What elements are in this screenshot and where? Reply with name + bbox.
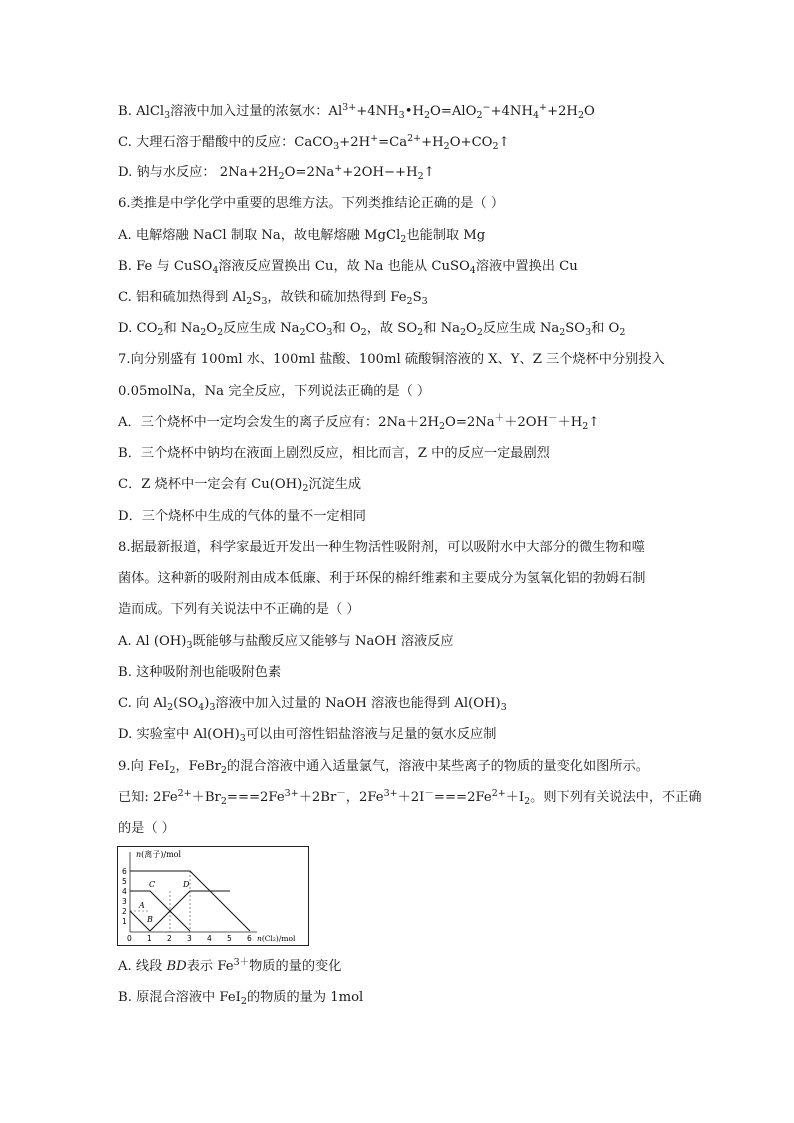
q7-option-c: C．Z 烧杯中一定会有 $Cu(OH)_2$沉淀生成 — [118, 477, 362, 494]
x-axis-label: n(Cl₂)/mol — [257, 934, 296, 943]
q9-stem-line3: 的是（ ） — [118, 821, 175, 836]
q5-option-b: B. AlCl$_3$溶液中加入过量的浓氨水：$Al^{3+}+4NH_3•H_2O=AlO_2^-+4NH_4^++2H_2O$ — [118, 102, 595, 121]
q8-option-c: C. 向 $Al_2(SO_4)_3$溶液中加入过量的 NaOH 溶液也能得到 $Al(OH)_3$ — [118, 696, 507, 713]
y-tick: 1 — [122, 917, 127, 926]
y-tick: 5 — [122, 877, 127, 886]
ion-amount-graph — [117, 846, 309, 946]
point-b-label: B — [147, 915, 153, 924]
q8-option-a: A. Al $(OH)_3$既能够与盐酸反应又能够与 NaOH 溶液反应 — [118, 634, 454, 651]
y-tick: 4 — [122, 887, 127, 896]
y-tick: 3 — [122, 897, 127, 906]
y-axis-label: n(离子)/mol — [136, 850, 182, 859]
q6-option-a: A. 电解熔融 NaCl 制取 Na，故电解熔融 MgCl$_2$也能制取 Mg — [118, 228, 486, 245]
q6-option-d: D. $CO_2$和 $Na_2O_2$反应生成 $Na_2CO_3$和 $O_2$，故 $SO_2$和 $Na_2O_2$反应生成 $Na_2SO_3$和 $O_2$ — [118, 321, 626, 338]
q9-stem-line2: 已知: $2Fe^{2+}+Br_2===2Fe^{3+}+2Br^-$，$2Fe^{3+}+2I^-===2Fe^{2+}+I_2$。则下列有关说法中，不正确 — [118, 788, 702, 807]
q8-stem-line2: 菌体。这种新的吸附剂由成本低廉、利于环保的棉纤维素和主要成分为氢氧化铝的勃姆石制 — [118, 571, 646, 586]
x-tick: 1 — [147, 934, 152, 943]
q8-stem-line1: 8.据最新报道，科学家最近开发出一种生物活性吸附剂，可以吸附水中大部分的微生物和噬 — [118, 540, 645, 555]
graph-frame — [118, 847, 309, 946]
q5-option-d: D. 钠与水反应： $2Na+2H_2O=2Na^++2OH-+H_2↑$ — [118, 163, 435, 182]
q7-stem-line1: 7.向分别盛有 100ml 水、100ml 盐酸、100ml 硫酸铜溶液的 X、Y、Z 三个烧杯中分别投入 — [118, 352, 665, 367]
q8-option-d: D. 实验室中 $Al(OH)_3$可以由可溶性铝盐溶液与足量的氨水反应制 — [118, 727, 497, 744]
x-tick: 0 — [127, 934, 132, 943]
x-tick: 5 — [227, 934, 232, 943]
q8-stem-line3: 造而成。下列有关说法中不正确的是（ ） — [118, 602, 360, 617]
point-a-label: A — [139, 901, 145, 910]
x-tick: 2 — [167, 934, 172, 943]
point-c-label: C — [149, 880, 156, 889]
q7-stem-line2: 0.05molNa，Na 完全反应，下列说法正确的是（ ） — [118, 384, 431, 399]
q7-option-b: B．三个烧杯中钠均在液面上剧烈反应，相比而言，Z 中的反应一定最剧烈 — [118, 446, 550, 461]
x-tick: 3 — [187, 934, 192, 943]
point-d-label: D — [183, 880, 190, 889]
q6-option-b: B. Fe 与 CuSO$_4$溶液反应置换出 Cu，故 Na 也能从 CuSO$_4$溶液中置换出 Cu — [118, 259, 578, 276]
q6-option-c: C. 铝和硫加热得到 $Al_2S_3$，故铁和硫加热得到 $Fe_2S_3$ — [118, 290, 428, 307]
q9-option-a: A. 线段 BD表示 $Fe^{3+}$物质的量的变化 — [118, 957, 342, 974]
q9-stem-line1: 9.向 FeI$_2$，FeBr$_2$的混合溶液中通入适量氯气，溶液中某些离子的物质的量变化如图所示。 — [118, 759, 649, 776]
y-tick: 6 — [122, 867, 127, 876]
x-tick: 4 — [207, 934, 212, 943]
q9-option-b: B. 原混合溶液中 FeI$_2$的物质的量为 1mol — [118, 990, 364, 1007]
q7-option-a: A．三个烧杯中一定均会发生的离子反应有：$2Na+2H_2O=2Na^++2OH^-+H_2↑$ — [118, 413, 600, 432]
q8-option-b: B. 这种吸附剂也能吸附色素 — [118, 665, 282, 680]
q6-stem: 6.类推是中学化学中重要的思维方法。下列类推结论正确的是（ ） — [118, 196, 505, 211]
q7-option-d: D．三个烧杯中生成的气体的量不一定相同 — [118, 509, 366, 524]
y-tick: 2 — [122, 907, 127, 916]
x-tick: 6 — [247, 934, 252, 943]
q5-option-c: C. 大理石溶于醋酸中的反应：$CaCO_3+2H^+=Ca^{2+}+H_2O+CO_2↑$ — [118, 133, 510, 152]
